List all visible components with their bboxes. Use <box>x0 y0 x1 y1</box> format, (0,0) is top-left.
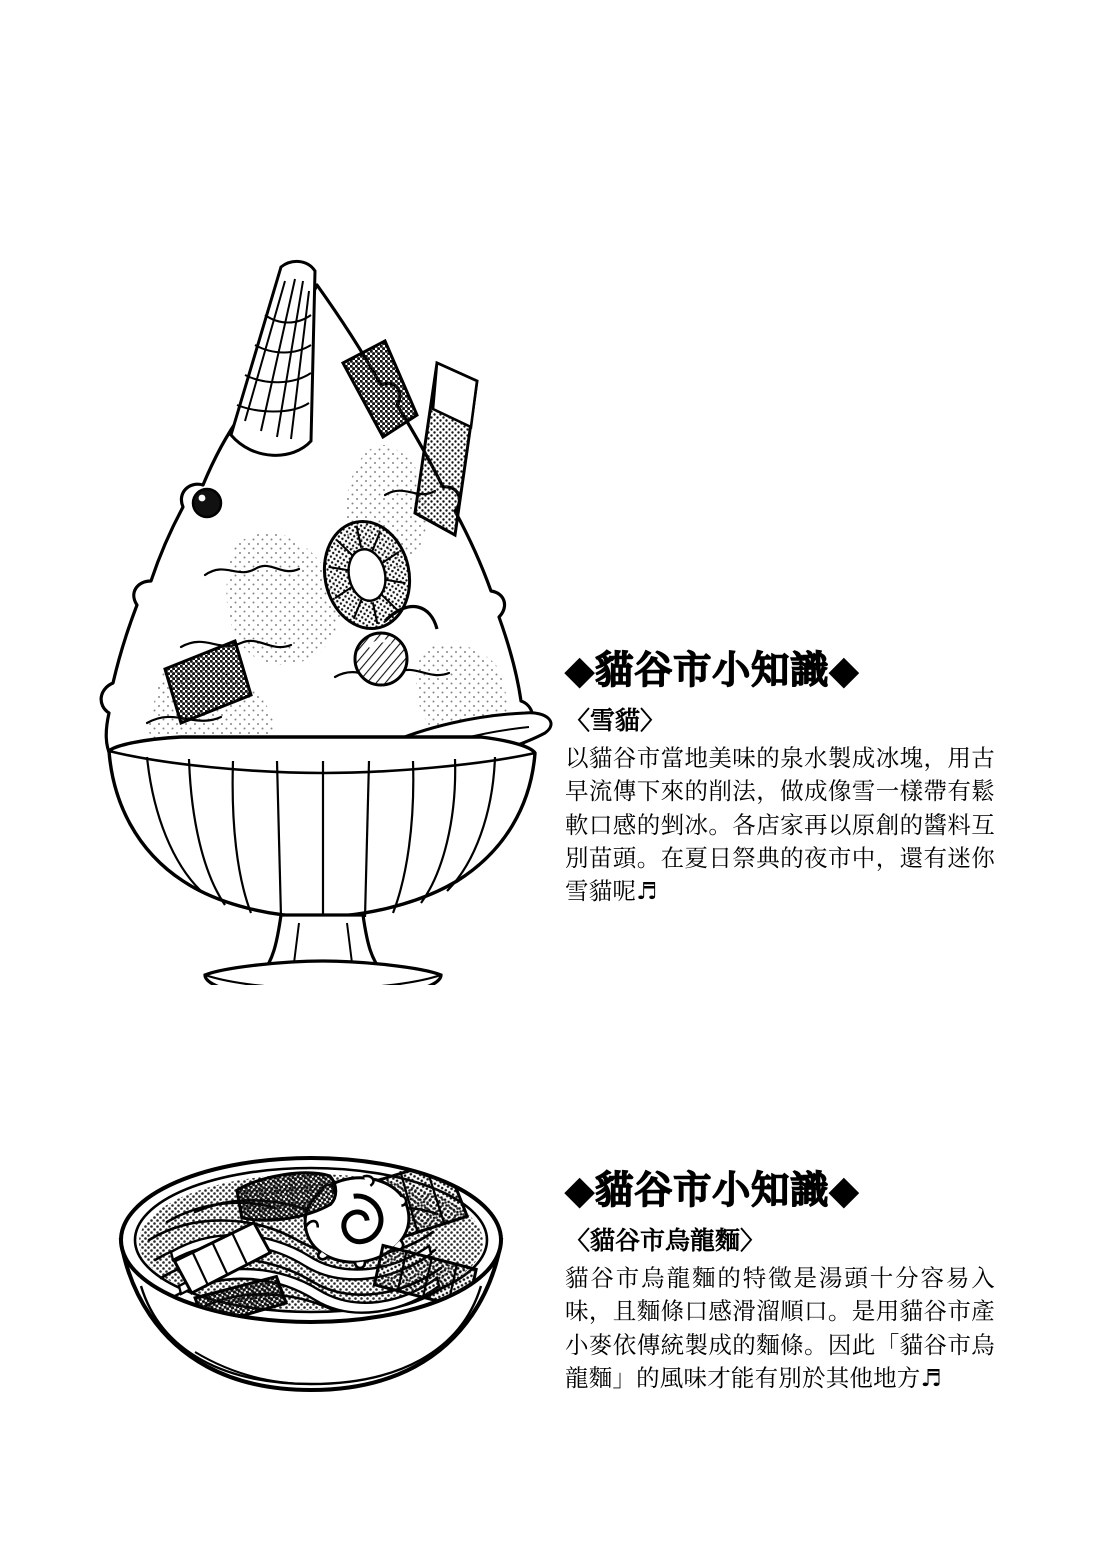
trivia-subtitle: 〈貓谷市烏龍麵〉 <box>565 1225 766 1255</box>
trivia-body-text: 以貓谷市當地美味的泉水製成冰塊，用古早流傳下來的削法，做成像雪一樣帶有鬆軟口感的剉冰。各店家再以原創的醬料互別苗頭。在夏日祭典的夜市中，還有迷你雪貓呢♬ <box>565 743 995 906</box>
shaved-ice-dessert-illustration <box>85 245 555 985</box>
trivia-heading: ◆貓谷市小知識◆ <box>565 1168 860 1212</box>
trivia-subtitle: 〈雪貓〉 <box>565 705 666 735</box>
trivia-body-text: 貓谷市烏龍麵的特徵是湯頭十分容易入味，且麵條口感滑溜順口。是用貓谷市產小麥依傳統製成的麵條。因此「貓谷市烏龍麵」的風味才能有別於其他地方♬ <box>565 1263 995 1392</box>
trivia-section-udon <box>565 1170 995 1395</box>
trivia-section-snowcat <box>565 650 995 909</box>
trivia-heading: ◆貓谷市小知識◆ <box>565 648 860 692</box>
udon-noodle-bowl-illustration <box>75 1090 545 1490</box>
